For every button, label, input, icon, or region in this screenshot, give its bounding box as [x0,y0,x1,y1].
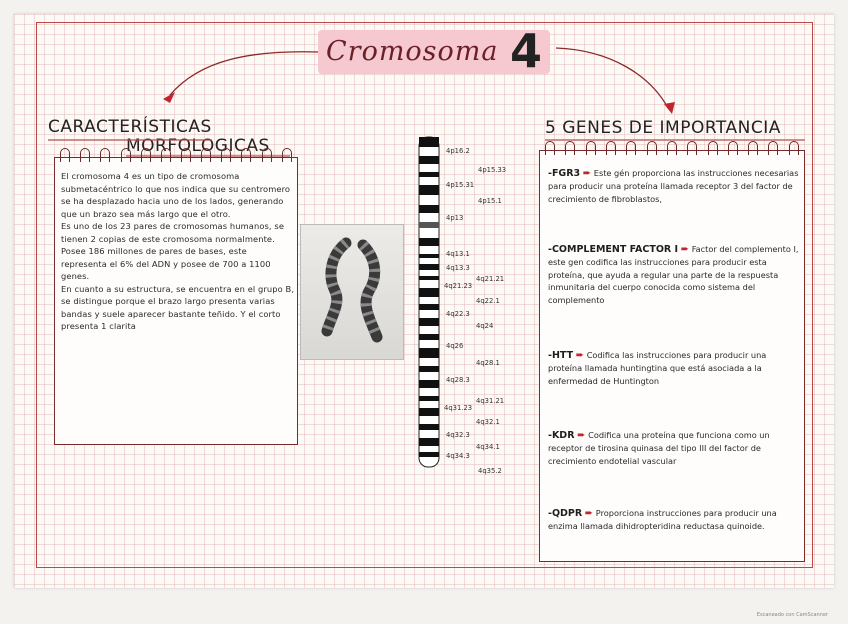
band-label: 4q31.21 [476,397,505,405]
scanner-watermark: Escaneado con CamScanner [756,612,828,618]
spiral-rings [540,141,804,157]
band-label: 4q32.3 [446,431,470,439]
band-label: 4p16.2 [446,147,470,155]
gene-entry [548,507,800,533]
band-label: 4q13.1 [446,250,470,258]
gene-entry [548,349,800,387]
paragraph: Posee 186 millones de pares de bases, este representa el 6% del ADN y posee de 700 a 1100 genes. [61,246,271,281]
band-label: 4q24 [476,322,494,330]
arrow-right-icon: ➨ [575,350,585,361]
band-label: 4q28.3 [446,376,470,384]
gene-entry [548,167,800,205]
gene-name: -COMPLEMENT FACTOR I [548,244,679,255]
gene-description: Factor del complemento I, este gen codifica las instrucciones para producir esta proteína, que ayuda a regular una parte de la respuesta inmunitaria del cuerpo conocida como sistema del complemento [548,244,799,305]
band-label: 4q13.3 [446,264,470,272]
band-label: 4p15.33 [478,166,507,174]
gene-description: Proporciona instrucciones para producir una enzima llamada dihidropteridina reductasa quinoide. [548,508,777,532]
gene-description: Codifica las instrucciones para producir una proteína llamada huntingtina que está asociada a la enfermedad de Huntington [548,350,767,386]
paragraph: El cromosoma 4 es un tipo de cromosoma submetacéntrico lo que nos indica que su centromero se ha desplazado hacia uno de los lados, generando que un brazo sea más largo que el otro. [61,171,291,219]
arrow-right-icon: ➨ [584,508,594,519]
gene-name: -QDPR [548,508,583,519]
page-title: Cromosoma [326,36,499,67]
gene-name: -HTT [548,350,574,361]
paragraph: En cuanto a su estructura, se encuentra en el grupo B, se distingue porque el brazo largo presenta varias bandas y suele aparecer bastante teñido. Y el corto presenta 1 clarita [61,283,295,331]
left-heading-line2: MORFOLOGICAS [126,136,270,156]
band-label: 4q28.1 [476,359,500,367]
left-heading-line1: CARACTERÍSTICAS [48,117,212,137]
band-label: 4q32.1 [476,418,500,426]
band-label: 4q21.21 [476,275,505,283]
band-label: 4q34.3 [446,452,470,460]
gene-entry [548,429,800,467]
band-label: 4q35.2 [478,467,502,475]
arrow-right-icon: ➨ [680,244,690,255]
arrow-right-icon: ➨ [577,430,586,441]
band-label: 4q21.23 [444,282,473,290]
band-label: 4p15.1 [478,197,502,205]
band-label: 4p15.31 [446,181,475,189]
band-label: 4q22.3 [446,310,470,318]
gene-description: Este gén proporciona las instrucciones necesarias para producir una proteína llamada receptor 3 del factor de crecimiento de fibroblastos, [548,168,799,204]
gene-name: -KDR [548,430,575,441]
paragraph: Es uno de los 23 pares de cromosomas humanos, se tienen 2 copias de este cromosoma normalmente. [61,221,285,244]
right-heading: 5 GENES DE IMPORTANCIA [545,118,781,138]
band-label: 4q26 [446,342,464,350]
band-label: 4q31.23 [444,404,473,412]
title-number: 4 [510,24,543,78]
gene-name: -FGR3 [548,168,581,179]
gene-description: Codifica una proteína que funciona como un receptor de tirosina quinasa del tipo III del factor de crecimiento endotelial vascular [548,430,770,466]
band-label: 4q22.1 [476,297,500,305]
arrow-right-icon: ➨ [582,168,592,179]
gene-entry [548,243,800,306]
genes-notes [539,150,805,562]
band-label: 4p13 [446,214,464,222]
band-label: 4q34.1 [476,443,500,451]
